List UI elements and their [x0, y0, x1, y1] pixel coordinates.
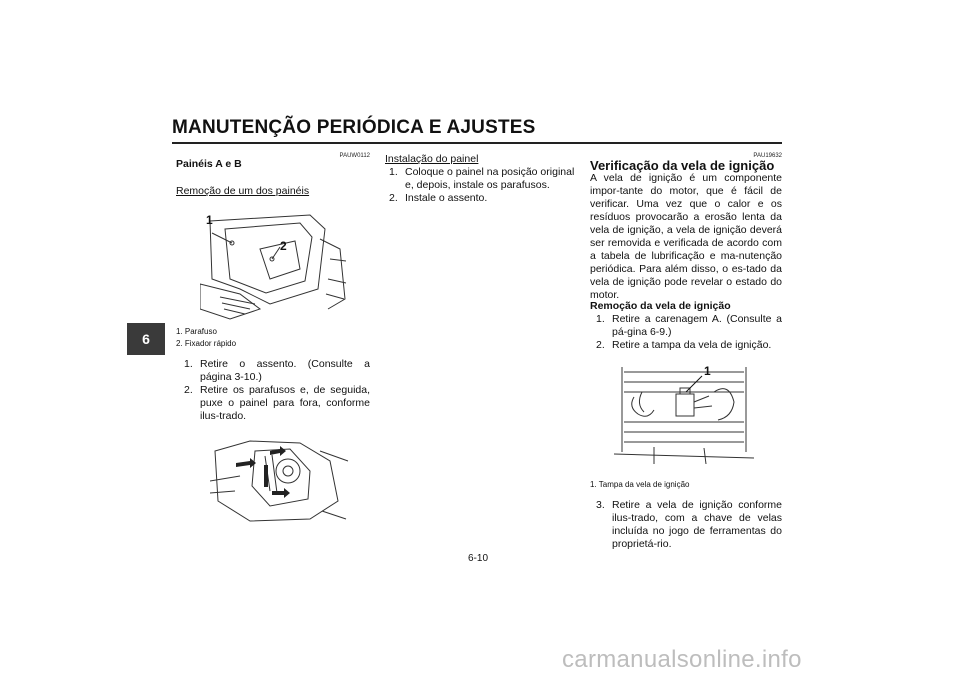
step-3: [596, 499, 782, 551]
engine-cylinder-illustration: [614, 362, 756, 466]
subheading-panel-install: Instalação do painel: [385, 153, 479, 165]
section-heading-spark-plug: Verificação da vela de ignição: [590, 158, 775, 173]
subheading-panel-removal: Remoção de um dos painéis: [176, 185, 310, 197]
callout-1: 1: [704, 364, 711, 378]
list-item: 1. Retire a carenagem A. (Consulte a pá-gina 6-9.): [596, 313, 782, 338]
list-item: 1. Retire o assento. (Consulte a página 3-10.): [184, 358, 370, 383]
side-panel-illustration: [200, 209, 348, 322]
caption-list-1: [176, 326, 236, 350]
list-item: 2. Retire os parafusos e, de seguida, puxe o painel para fora, conforme ilus-trado.: [184, 384, 370, 422]
figure-panel-bolts: [210, 431, 350, 526]
section-code: PAU19632: [753, 153, 782, 159]
chapter-tab: 6: [127, 323, 165, 355]
callout-2: 2: [280, 239, 287, 253]
callout-1: 1: [206, 213, 213, 227]
steps-install: [389, 166, 579, 205]
steps-spark-plug: [596, 313, 782, 352]
list-item: 3. Retire a vela de ignição conforme ilus-trado, com a chave de velas incluída no jogo de ferramentas do proprietá-rio.: [596, 499, 782, 550]
section-code: PAUW0112: [339, 153, 370, 159]
steps-removal: [184, 358, 370, 423]
watermark: carmanualsonline.info: [562, 646, 802, 673]
section-heading-panels: Painéis A e B: [176, 158, 242, 170]
caption-item: 2. Fixador rápido: [176, 339, 237, 348]
list-item: 1. Coloque o painel na posição original e, depois, instale os parafusos.: [389, 166, 575, 191]
figure-side-panel: [200, 209, 348, 322]
caption-item: 1. Parafuso: [176, 327, 217, 336]
paragraph-spark-plug: A vela de ignição é um componente impor-tante do motor, que é fácil de verificar. Uma vez que o calor e os resíduos provocarão a erosão lenta da vela de ignição, a vela de ignição deverá ser removida e verificada de acordo com a tabela de lubrificação e ma-nutenção periódica. Para além disso, o es-tado da vela de ignição pode revelar o estado do motor.: [590, 172, 782, 301]
list-item: 2. Retire a tampa da vela de ignição.: [596, 339, 772, 351]
title-rule: [172, 142, 782, 144]
page-number: 6-10: [468, 553, 489, 564]
page-title: MANUTENÇÃO PERIÓDICA E AJUSTES: [172, 117, 536, 138]
subheading-spark-plug-removal: Remoção da vela de ignição: [590, 300, 731, 312]
figure-spark-plug-cap: [614, 362, 756, 466]
caption-spark-plug: 1. Tampa da vela de ignição: [590, 480, 690, 489]
list-item: 2. Instale o assento.: [389, 192, 488, 204]
panel-bolts-illustration: [210, 431, 350, 526]
